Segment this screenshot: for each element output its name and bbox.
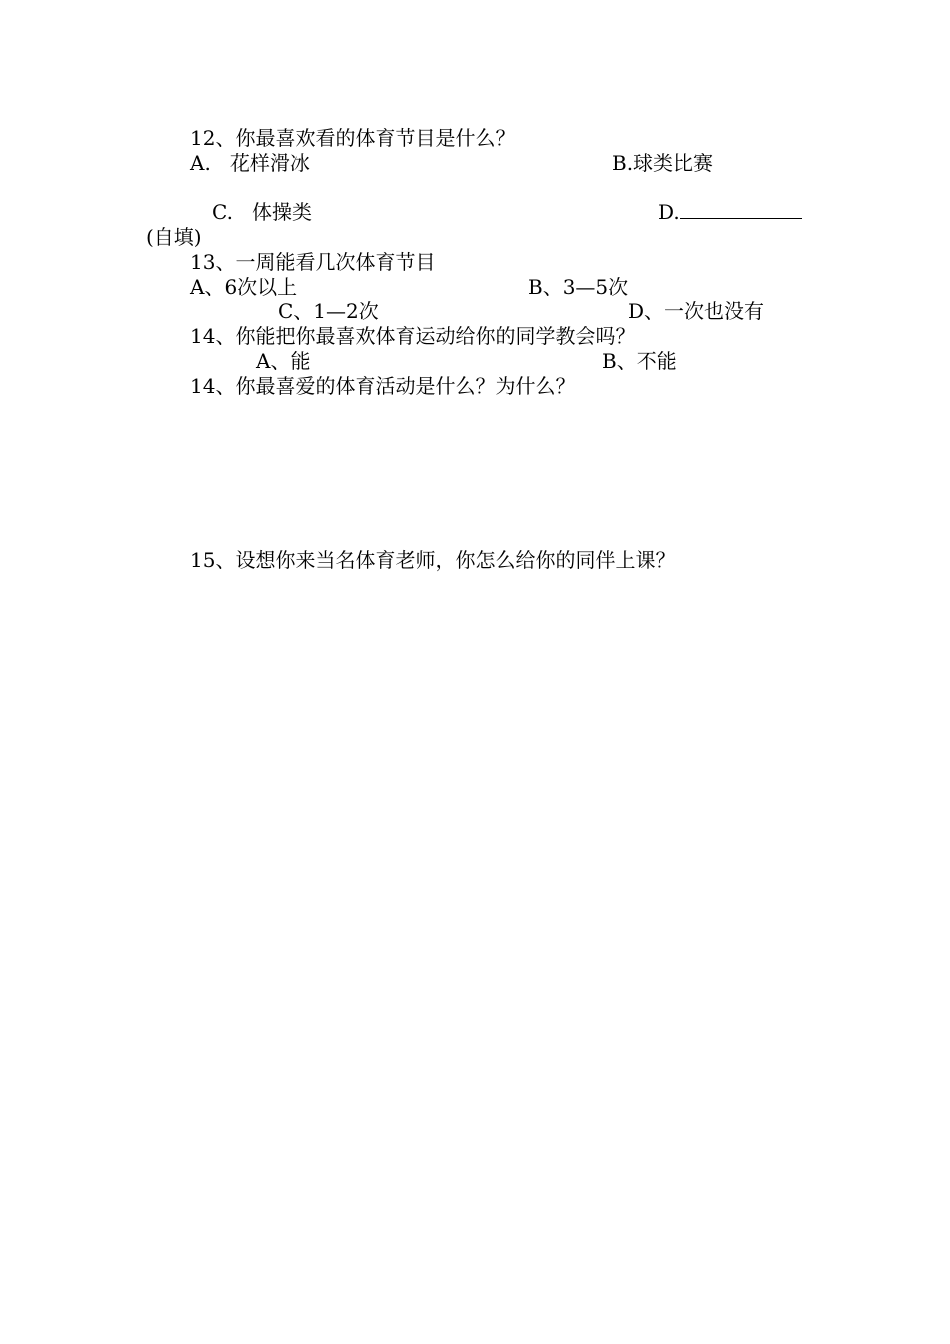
q12-fill-blank[interactable] [680, 200, 802, 219]
q13-option-c: C、1—2次 [278, 299, 379, 323]
q12-question: 12、你最喜欢看的体育节目是什么？ [190, 126, 516, 150]
q13-option-d: D、一次也没有 [628, 299, 765, 323]
q14a-option-a: A、能 [256, 349, 311, 373]
q13-option-b: B、3—5次 [528, 275, 629, 299]
q13-option-a: A、6次以上 [190, 275, 298, 299]
q12-option-d [658, 200, 802, 224]
q12-self-fill: (自填) [146, 225, 202, 249]
q14a-question: 14、你能把你最喜欢体育运动给你的同学教会吗？ [190, 324, 636, 348]
q14a-option-b: B、不能 [602, 349, 677, 373]
q12-option-a: A. 花样滑冰 [190, 151, 310, 175]
q13-question: 13、一周能看几次体育节目 [190, 250, 436, 274]
q12-option-d-label: D. [658, 200, 680, 224]
q14b-question: 14、你最喜爱的体育活动是什么？为什么？ [190, 374, 576, 398]
q12-option-b: B.球类比赛 [612, 151, 714, 175]
q12-option-c: C. 体操类 [212, 200, 313, 224]
q15-question: 15、设想你来当名体育老师，你怎么给你的同伴上课？ [190, 548, 676, 572]
